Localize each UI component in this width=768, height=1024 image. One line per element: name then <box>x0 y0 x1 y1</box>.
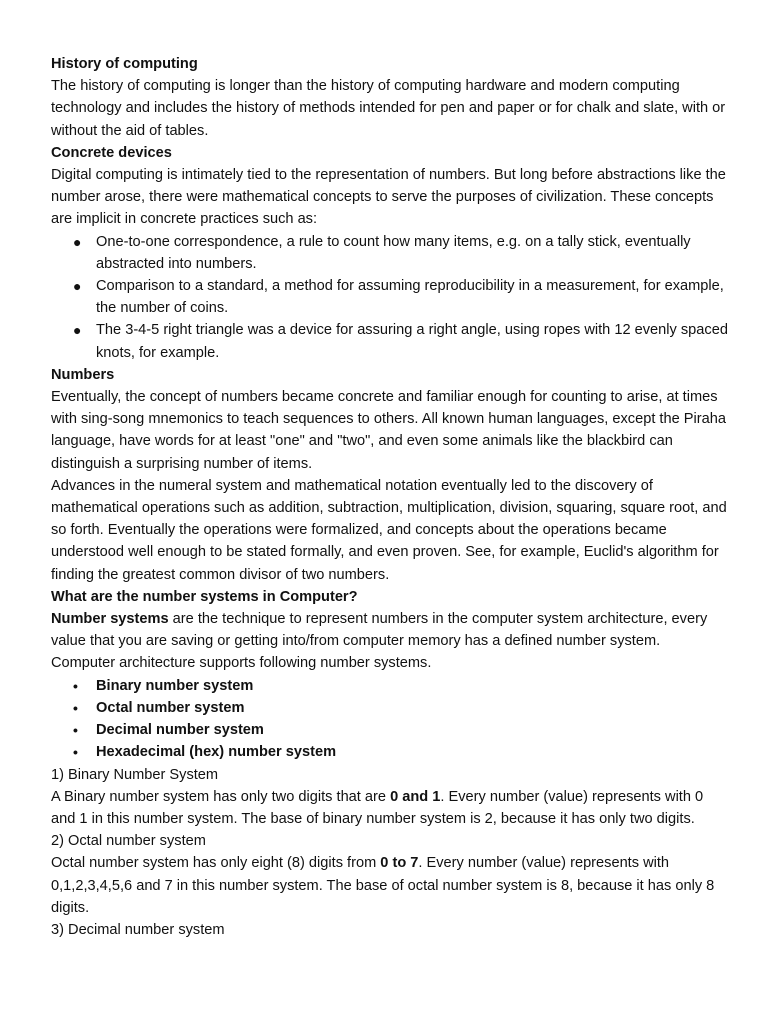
bold-term: Number systems <box>51 611 169 628</box>
paragraph-number-systems <box>51 608 731 652</box>
list-item <box>51 319 731 363</box>
list-item-text: The 3-4-5 right triangle was a device for assuring a right angle, using ropes with 12 evenly spaced knots, for example. <box>96 322 728 361</box>
paragraph-history: The history of computing is longer than the history of computing hardware and modern computing technology and includes the history of methods intended for pen and paper or for chalk and slate, with or without the aid of tables. <box>51 78 726 139</box>
bold-term: 0 and 1 <box>390 788 441 805</box>
heading-number-systems: What are the number systems in Computer? <box>51 588 358 605</box>
bullet-icon: ● <box>73 278 82 295</box>
heading-decimal: 3) Decimal number system <box>51 921 225 938</box>
paragraph-numbers-2: Advances in the numeral system and mathematical notation eventually led to the discovery of mathematical operations such as addition, subtraction, multiplication, division, squaring, square root, and so forth. Eventually the operations were formalized, and concepts about the operations became understood well enough to be stated formally, and even proven. See, for example, Euclid's algorithm for finding the greatest common divisor of two numbers. <box>51 477 727 583</box>
bullet-icon: • <box>73 699 78 716</box>
list-item-text: One-to-one correspondence, a rule to count how many items, e.g. on a tally stick, eventually abstracted into numbers. <box>96 233 691 272</box>
heading-concrete-devices: Concrete devices <box>51 144 172 161</box>
list-item-text: Decimal number system <box>96 722 264 739</box>
heading-octal: 2) Octal number system <box>51 833 206 850</box>
paragraph-supports: Computer architecture supports following number systems. <box>51 655 432 672</box>
bullet-icon: • <box>73 677 78 694</box>
paragraph-text: Octal number system has only eight (8) digits from <box>51 855 381 872</box>
bold-term: 0 to 7 <box>380 855 419 872</box>
list-item <box>51 697 731 719</box>
list-item <box>51 275 731 319</box>
heading-binary: 1) Binary Number System <box>51 766 219 783</box>
paragraph-text: are the technique to represent numbers in the computer system architecture, every value that you are saving or getting into/from computer memory has a defined number system. <box>51 611 708 650</box>
paragraph-text: . Every number (value) represents with 0,1,2,3,4,5,6 and 7 in this number system. The base of octal number system is 8, because it has only 8 digits. <box>51 855 715 916</box>
list-item <box>51 741 731 763</box>
heading-history: History of computing <box>51 56 198 72</box>
bullet-icon: • <box>73 722 78 739</box>
paragraph-numbers-1: Eventually, the concept of numbers became concrete and familiar enough for counting to arise, at times with sing-song mnemonics to teach sequences to others. All known human languages, except the Piraha language, have words for at least "one" and "two", and even some animals like the blackbird can distinguish a surprising number of items. <box>51 389 726 472</box>
list-item <box>51 719 731 741</box>
concrete-practices-list <box>51 231 731 364</box>
list-item <box>51 675 731 697</box>
paragraph-text: A Binary number system has only two digits that are <box>51 788 391 805</box>
paragraph-concrete-devices: Digital computing is intimately tied to the representation of numbers. But long before abstractions like the number arose, there were mathematical concepts to serve the purposes of civilization. These concepts are implicit in concrete practices such as: <box>51 167 726 228</box>
document-page <box>51 53 731 941</box>
list-item <box>51 231 731 275</box>
number-systems-list <box>51 675 731 764</box>
heading-numbers: Numbers <box>51 366 115 383</box>
paragraph-octal <box>51 852 731 919</box>
list-item-text: Binary number system <box>96 677 254 694</box>
list-item-text: Hexadecimal (hex) number system <box>96 744 337 761</box>
list-item-text: Octal number system <box>96 699 245 716</box>
bullet-icon: ● <box>73 233 82 250</box>
list-item-text: Comparison to a standard, a method for assuming reproducibility in a measurement, for example, the number of coins. <box>96 278 724 317</box>
bullet-icon: • <box>73 744 78 761</box>
paragraph-binary <box>51 786 731 830</box>
paragraph-text: . Every number (value) represents with 0 and 1 in this number system. The base of binary number system is 2, because it has only two digits. <box>51 788 704 827</box>
bullet-icon: ● <box>73 322 82 339</box>
